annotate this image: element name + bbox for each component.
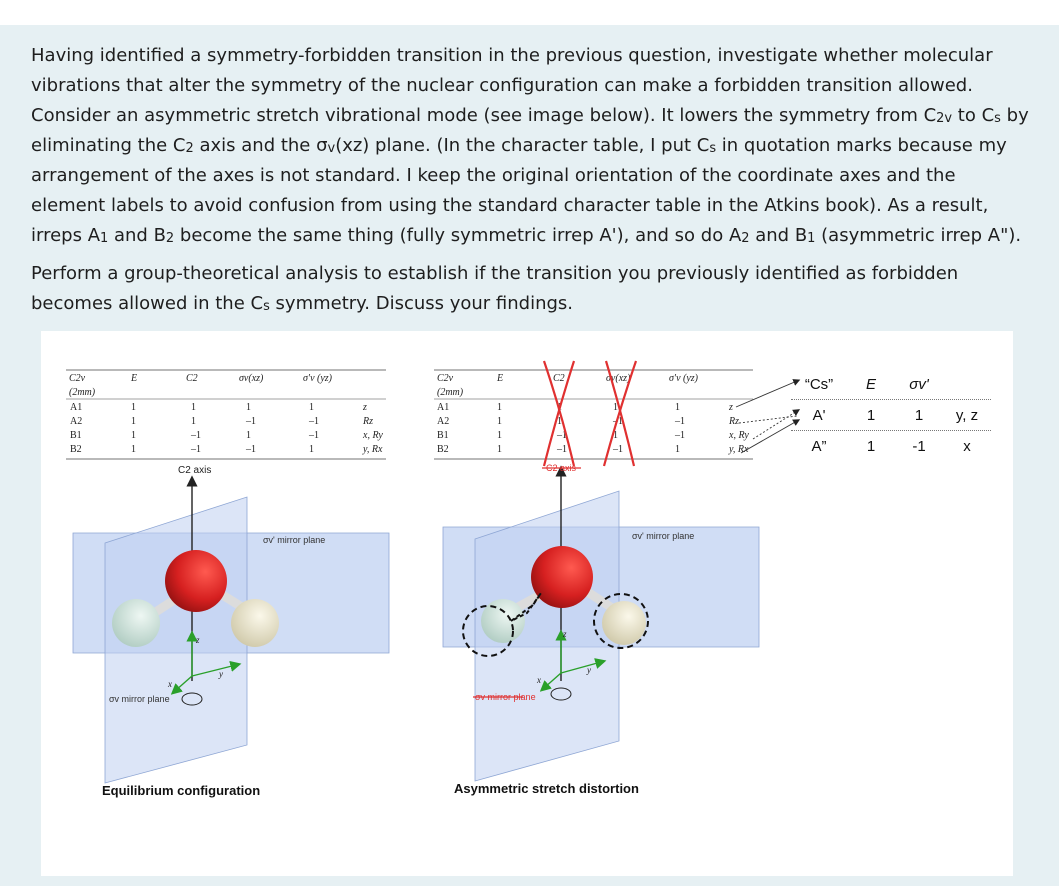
cs-basis: y, z [955, 406, 979, 424]
c2v-right-char-0-1: 1 [557, 402, 562, 413]
left-hydrogen-1 [112, 599, 160, 647]
cs-character-table [791, 369, 991, 461]
c2v-right-char-2-2: 1 [613, 430, 618, 441]
cs-group-label: “Cs” [804, 375, 834, 393]
c2v-left-char-3-2: –1 [246, 444, 256, 455]
cs-header-E: E [865, 375, 876, 393]
right-y-label: y [587, 665, 591, 675]
c2v-right-char-0-0: 1 [497, 402, 502, 413]
c2v-left-char-0-2: 1 [246, 402, 251, 413]
c2v-left-char-1-0: 1 [131, 416, 136, 427]
left-sv-prime-label: σv' mirror plane [263, 535, 326, 545]
right-oxygen [531, 546, 593, 608]
c2v-right-char-1-1: 1 [557, 416, 562, 427]
c2v-r-group-label: C2v [437, 373, 454, 384]
right-z-label: z [563, 629, 567, 639]
question-paragraph-1: Having identified a symmetry-forbidden transition in the previous question, investigate whether molecular vibrations that alter the symmetry of the nuclear configuration can make a forbidden transition allowed. Consider an asymmetric stretch vibrational mode (see image below). It lowers the symmetry from $C_{2v}$ to $C_s$ by eliminating the $C_2$ axis and the $\sigma_v(xz)$ plane. (In the character table, I put $C_s$ in quotation marks because my arrangement of the axes is not standard. I keep the original orientation of the coordinate axes and the element labels to avoid confusion from using the standard character table in the Atkins book). As a result, irreps $A_1$ and $B_2$ become the same thing (fully symmetric irrep A'), and so do $A_2$ and $B_1$ (asymmetric irrep A"). [31, 45, 1029, 246]
cs-header-row [791, 369, 991, 400]
left-x-label: x [168, 679, 172, 689]
right-hydrogen-2 [602, 601, 646, 645]
mapping-arrows [736, 381, 797, 453]
c2v-r-header-E: E [497, 373, 504, 384]
c2v-right-irrep-1: A2 [437, 416, 450, 427]
symmetry-figure [41, 331, 1013, 876]
cs-char: 1 [866, 437, 876, 455]
c2v-right-irrep-3: B2 [437, 444, 449, 455]
right-c2-axis-label: C2 axis [546, 463, 577, 473]
c2v-header-sv: σv(xz) [239, 373, 264, 384]
c2v-left-char-1-1: 1 [191, 416, 196, 427]
right-hydrogen-1 [481, 599, 525, 643]
c2v-left-char-1-2: –1 [246, 416, 256, 427]
c2v-group-label: C2v [69, 373, 86, 384]
c2v-right-char-3-1: –1 [557, 444, 567, 455]
c2v-left-irrep-2: B1 [70, 430, 82, 441]
c2v-r-header-C2: C2 [553, 373, 565, 384]
c2v-left-basis-3: y, Rx [363, 444, 383, 455]
left-oxygen [165, 550, 227, 612]
question-paragraph-2: Perform a group-theoretical analysis to establish if the transition you previously identified as forbidden becomes allowed in the $C_s$ symmetry. Discuss your findings. [31, 263, 959, 314]
c2v-right-char-2-1: –1 [557, 430, 567, 441]
c2v-left-char-1-3: –1 [309, 416, 319, 427]
c2v-header-C2: C2 [186, 373, 198, 384]
left-sv-label: σv mirror plane [109, 694, 170, 704]
c2v-left-char-3-0: 1 [131, 444, 136, 455]
cs-row-a-double-prime [791, 431, 991, 461]
c2v-right-char-3-3: 1 [675, 444, 680, 455]
c2v-table-left [66, 370, 386, 459]
c2v-right-char-0-3: 1 [675, 402, 680, 413]
c2v-right-basis-0: z [729, 402, 733, 413]
c2v-right-char-3-2: –1 [613, 444, 623, 455]
cs-char: -1 [912, 437, 926, 455]
left-caption: Equilibrium configuration [102, 783, 261, 798]
c2v-left-char-3-3: 1 [309, 444, 314, 455]
c2v-table-right [434, 361, 753, 466]
c2v-left-char-2-1: –1 [191, 430, 201, 441]
cs-irrep: A' [812, 406, 826, 424]
cs-irrep: A” [811, 437, 827, 455]
right-x-label: x [537, 675, 541, 685]
right-caption: Asymmetric stretch distortion [454, 781, 639, 796]
c2v-right-irrep-0: A1 [437, 402, 450, 413]
c2v-right-basis-1: Rz [729, 416, 739, 427]
c2v-left-char-3-1: –1 [191, 444, 201, 455]
left-c2-axis-label: C2 axis [178, 465, 212, 476]
left-y-label: y [219, 669, 223, 679]
left-z-label: z [196, 635, 200, 645]
c2v-right-char-3-0: 1 [497, 444, 502, 455]
c2v-right-basis-2: x, Ry [729, 430, 749, 441]
right-sv-label: σv mirror plane [475, 692, 536, 702]
right-sv-prime-label: σv' mirror plane [632, 531, 695, 541]
c2v-left-char-2-0: 1 [131, 430, 136, 441]
c2v-left-basis-0: z [363, 402, 367, 413]
c2v-right-basis-3: y, Rx [729, 444, 749, 455]
c2v-left-basis-2: x, Ry [363, 430, 383, 441]
c2v-left-char-0-3: 1 [309, 402, 314, 413]
c2v-left-char-2-2: 1 [246, 430, 251, 441]
c2v-r-group-alt: (2mm) [437, 387, 464, 398]
c2v-right-char-1-2: –1 [613, 416, 623, 427]
cs-basis: x [963, 437, 971, 455]
c2v-left-char-2-3: –1 [309, 430, 319, 441]
c2v-r-header-sv-prime: σ'v (yz) [669, 373, 698, 384]
c2v-header-sv-prime: σ'v (yz) [303, 373, 332, 384]
cs-char: 1 [914, 406, 924, 424]
c2v-right-char-1-3: –1 [675, 416, 685, 427]
cs-char: 1 [866, 406, 876, 424]
c2v-left-basis-1: Rz [363, 416, 373, 427]
c2v-group-alt: (2mm) [69, 387, 96, 398]
c2v-left-irrep-0: A1 [70, 402, 83, 413]
left-molecule-diagram [73, 465, 389, 783]
cs-row-a-prime [791, 400, 991, 431]
c2v-right-char-1-0: 1 [497, 416, 502, 427]
c2v-left-irrep-1: A2 [70, 416, 83, 427]
cs-header-sv: σv' [909, 375, 929, 393]
right-molecule-diagram [443, 463, 759, 781]
c2v-right-char-2-0: 1 [497, 430, 502, 441]
c2v-left-char-0-0: 1 [131, 402, 136, 413]
c2v-right-irrep-2: B1 [437, 430, 449, 441]
c2v-left-irrep-3: B2 [70, 444, 82, 455]
left-hydrogen-2 [231, 599, 279, 647]
c2v-left-char-0-1: 1 [191, 402, 196, 413]
c2v-right-char-0-2: 1 [613, 402, 618, 413]
c2v-right-char-2-3: –1 [675, 430, 685, 441]
c2v-header-E: E [131, 373, 138, 384]
c2v-r-header-sv: σv(xz) [606, 373, 631, 384]
